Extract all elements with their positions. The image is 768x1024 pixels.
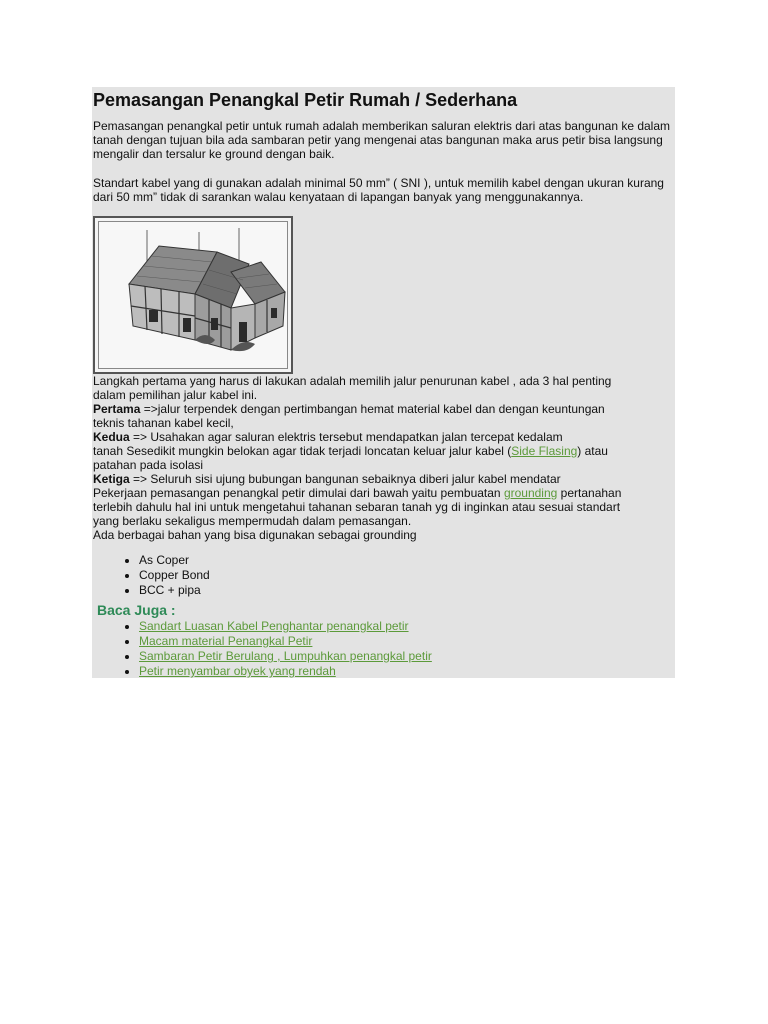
related-link-item [139,619,559,634]
intro-paragraph: Pemasangan penangkal petir untuk rumah adalah memberikan saluran elektris dari atas bangunan ke dalam tanah dengan tujuan bila ada sambaran petir yang mengenai atas bangunan maka arus petir bisa langsung mengalir dan tersalur ke ground dengan baik. [93,119,671,161]
material-item: • BCC + pipa [139,583,539,598]
step-ketiga: Ketiga => Seluruh sisi ujung bubungan bangunan sebaiknya diberi jalur kabel mendatar [93,472,561,486]
related-link[interactable]: Sandart Luasan Kabel Penghantar penangkal petir [139,619,409,633]
kedua-label: Kedua [93,430,130,444]
related-link-item [139,649,559,664]
related-link[interactable]: Petir menyambar obyek yang rendah [139,664,336,678]
grounding-line-3: yang berlaku sekaligus mempermudah dalam pemasangan. [93,514,412,528]
related-link-item [139,664,559,679]
baca-juga-heading: Baca Juga : [97,602,176,618]
cable-standard-paragraph: Standart kabel yang di gunakan adalah minimal 50 mm” ( SNI ), untuk memilih kabel dengan ukuran kurang dari 50 mm” tidak di sarankan walau kenyataan di lapangan banyak yang menggunakannya. [93,176,664,204]
grounding-line-2: terlebih dahulu hal ini untuk mengetahui tahanan sebaran tanah yg di inginkan atau sesuai standart [93,500,621,514]
ketiga-label: Ketiga [93,472,130,486]
related-link-item [139,634,559,649]
step-pertama-cont: teknis tahanan kabel kecil, [93,416,234,430]
pertama-label: Pertama [93,402,141,416]
house-illustration [93,216,293,374]
material-item: • As Coper [139,553,539,568]
grounding-line-4: Ada berbagai bahan yang bisa digunakan sebagai grounding [93,528,417,542]
related-links-list [116,619,559,679]
article-body [93,374,673,542]
article-title: Pemasangan Penangkal Petir Rumah / Sederhana [93,90,518,110]
house-drawing [99,222,288,369]
step-kedua-cont2: patahan pada isolasi [93,458,204,472]
step-pertama: Pertama =>jalur terpendek dengan pertimbangan hemat material kabel dan dengan keuntungan [93,402,605,416]
steps-intro-cont: dalam pemilihan jalur kabel ini. [93,388,258,402]
steps-intro: Langkah pertama yang harus di lakukan adalah memilih jalur penurunan kabel , ada 3 hal penting [93,374,612,388]
step-kedua: Kedua => Usahakan agar saluran elektris tersebut mendapatkan jalan tercepat kedalam [93,430,563,444]
material-item: • Copper Bond [139,568,539,583]
related-link[interactable]: Sambaran Petir Berulang , Lumpuhkan penangkal petir [139,649,432,663]
materials-list [116,553,539,598]
side-flasing-link[interactable]: Side Flasing [511,444,578,458]
step-kedua-cont: tanah Sesedikit mungkin belokan agar tidak terjadi loncatan keluar jalur kabel (Side Flasing) atau [93,444,608,458]
grounding-link[interactable]: grounding [503,486,558,500]
related-link[interactable]: Macam material Penangkal Petir [139,634,313,648]
grounding-line: Pekerjaan pemasangan penangkal petir dimulai dari bawah yaitu pembuatan grounding pertanahan [93,486,622,500]
